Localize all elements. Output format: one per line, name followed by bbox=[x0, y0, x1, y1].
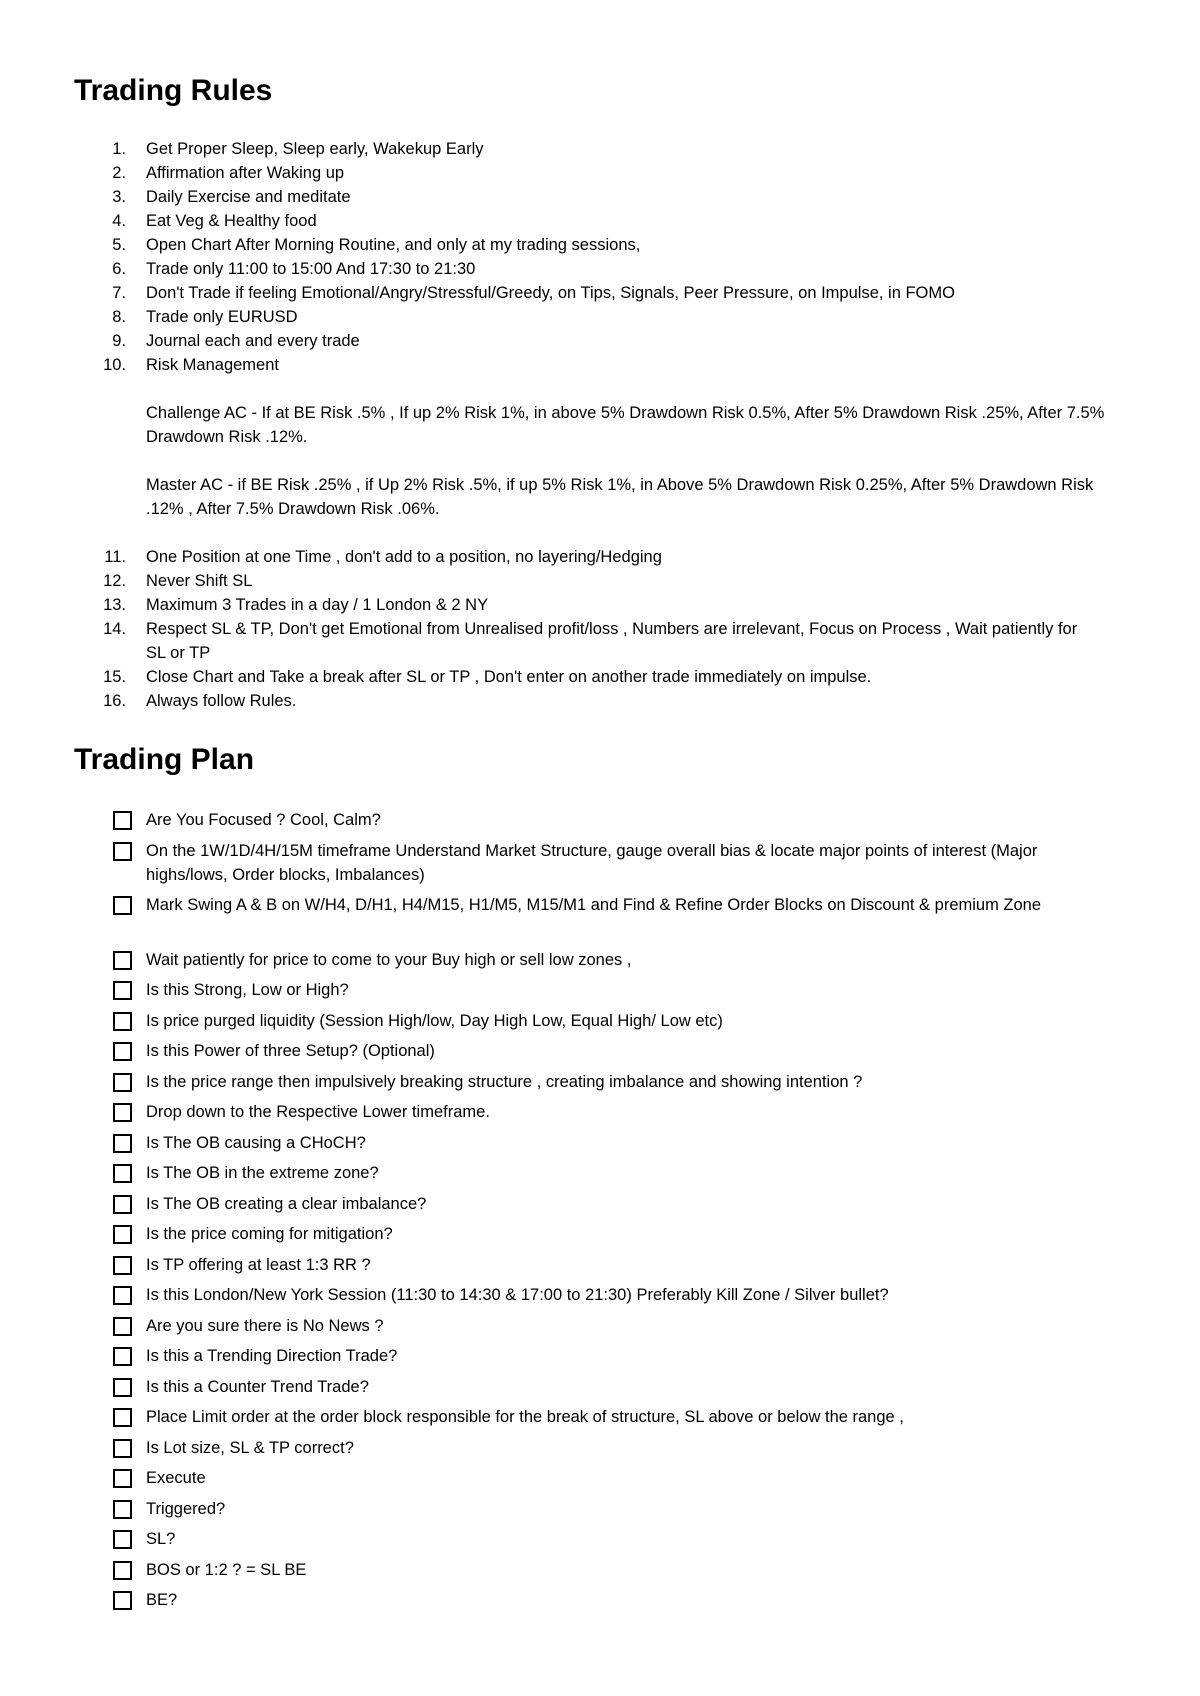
list-item-text: Don't Trade if feeling Emotional/Angry/Stressful/Greedy, on Tips, Signals, Peer Pressure, on Impulse, in FOMO bbox=[146, 284, 955, 302]
list-item bbox=[0, 329, 1200, 353]
list-item bbox=[0, 233, 1200, 257]
checkbox[interactable] bbox=[113, 1317, 132, 1336]
checkbox[interactable] bbox=[113, 1103, 132, 1122]
checklist-item-text: Is TP offering at least 1:3 RR ? bbox=[146, 1255, 371, 1274]
checklist-item-text: Is this a Counter Trend Trade? bbox=[146, 1377, 369, 1396]
list-item-text: Maximum 3 Trades in a day / 1 London & 2 NY bbox=[146, 596, 489, 614]
checklist-item bbox=[0, 1192, 1200, 1223]
checkbox[interactable] bbox=[113, 1439, 132, 1458]
checkbox[interactable] bbox=[113, 1225, 132, 1244]
list-number: 14. bbox=[103, 620, 126, 638]
checklist-item-text: Is The OB creating a clear imbalance? bbox=[146, 1194, 427, 1213]
master-account-risk: Master AC - if BE Risk .25% , if Up 2% Risk .5%, if up 5% Risk 1%, in Above 5% Drawdown Risk 0.25%, After 5% Drawdown Risk .12% , After 7.5% Drawdown Risk .06%. bbox=[146, 476, 1094, 518]
list-item bbox=[0, 137, 1200, 161]
checklist-item bbox=[0, 1100, 1200, 1131]
checklist-item-text: Is this Strong, Low or High? bbox=[146, 981, 349, 999]
checkbox[interactable] bbox=[113, 842, 132, 861]
checklist-item bbox=[0, 1314, 1200, 1345]
list-item-text: Trade only EURUSD bbox=[146, 308, 298, 326]
list-item-text: Never Shift SL bbox=[146, 572, 253, 590]
trading-rules-heading: Trading Rules bbox=[74, 74, 273, 107]
checklist-item bbox=[0, 808, 1200, 839]
challenge-account-risk: Challenge AC - If at BE Risk .5% , If up 2% Risk 1%, in above 5% Drawdown Risk 0.5%, After 5% Drawdown Risk .25%, After 7.5% Drawdown Risk .12%. bbox=[146, 404, 1105, 446]
checkbox[interactable] bbox=[113, 1530, 132, 1549]
checklist-item-text: BOS or 1:2 ? = SL BE bbox=[146, 1560, 307, 1579]
checkbox[interactable] bbox=[113, 1256, 132, 1275]
trading-plan-checklist bbox=[0, 808, 1200, 1619]
checklist-item-text: Mark Swing A & B on W/H4, D/H1, H4/M15, H1/M5, M15/M1 and Find & Refine Order Blocks on Discount & premium Zone bbox=[146, 896, 1042, 914]
checkbox[interactable] bbox=[113, 951, 132, 970]
checklist-item-text: Triggered? bbox=[146, 1499, 226, 1518]
checklist-item bbox=[0, 1161, 1200, 1192]
list-item-text: Trade only 11:00 to 15:00 And 17:30 to 21:30 bbox=[146, 260, 476, 278]
checklist-item-text: Execute bbox=[146, 1469, 206, 1487]
checklist-item bbox=[0, 839, 1200, 894]
checklist-item bbox=[0, 1222, 1200, 1253]
checklist-item-text: Drop down to the Respective Lower timeframe. bbox=[146, 1103, 490, 1121]
checklist-item bbox=[0, 1344, 1200, 1375]
checklist-item bbox=[0, 1070, 1200, 1101]
list-item-text: Close Chart and Take a break after SL or TP , Don't enter on another trade immediately on impulse. bbox=[146, 668, 872, 686]
checklist-item bbox=[0, 1466, 1200, 1497]
list-number: 12. bbox=[103, 572, 126, 590]
checkbox[interactable] bbox=[113, 1134, 132, 1153]
checklist-item bbox=[0, 893, 1200, 948]
list-item bbox=[0, 569, 1200, 593]
checklist-item bbox=[0, 978, 1200, 1009]
checklist-item-text: Is The OB causing a CHoCH? bbox=[146, 1133, 366, 1152]
checklist-item bbox=[0, 948, 1200, 979]
checklist-item bbox=[0, 1497, 1200, 1528]
list-number: 13. bbox=[103, 596, 126, 614]
list-number: 5. bbox=[112, 236, 126, 254]
list-number: 6. bbox=[112, 260, 126, 278]
checklist-item bbox=[0, 1253, 1200, 1284]
checklist-item-text: Is this a Trending Direction Trade? bbox=[146, 1347, 398, 1365]
list-item bbox=[0, 545, 1200, 569]
checklist-item-text: On the 1W/1D/4H/15M timeframe Understand Market Structure, gauge overall bias & locate major points of interest (Major highs/lows, Order blocks, Imbalances) bbox=[146, 841, 1038, 884]
checklist-item-text: Wait patiently for price to come to your Buy high or sell low zones , bbox=[146, 950, 632, 969]
checklist-item-text: Is the price coming for mitigation? bbox=[146, 1225, 393, 1243]
checklist-item bbox=[0, 1131, 1200, 1162]
list-item bbox=[0, 689, 1200, 713]
list-number: 8. bbox=[112, 308, 126, 326]
checkbox[interactable] bbox=[113, 1012, 132, 1031]
checkbox[interactable] bbox=[113, 1408, 132, 1427]
checklist-item-text: Is the price range then impulsively breaking structure , creating imbalance and showing intention ? bbox=[146, 1072, 863, 1091]
list-item bbox=[0, 593, 1200, 617]
list-item-text: Affirmation after Waking up bbox=[146, 164, 345, 182]
checklist-item bbox=[0, 1436, 1200, 1467]
checkbox[interactable] bbox=[113, 1073, 132, 1092]
list-number: 11. bbox=[104, 548, 126, 566]
checkbox[interactable] bbox=[113, 1591, 132, 1610]
list-number: 9. bbox=[112, 332, 126, 350]
checklist-item-text: BE? bbox=[146, 1591, 178, 1609]
list-item-text: Respect SL & TP, Don't get Emotional from Unrealised profit/loss , Numbers are irrelevant, Focus on Process , Wait patiently for SL or TP bbox=[146, 620, 1078, 662]
checklist-item bbox=[0, 1558, 1200, 1589]
checklist-item-text: Are you sure there is No News ? bbox=[146, 1316, 384, 1335]
checklist-item bbox=[0, 1588, 1200, 1619]
checkbox[interactable] bbox=[113, 811, 132, 830]
list-item bbox=[0, 257, 1200, 281]
checkbox[interactable] bbox=[113, 896, 132, 915]
checkbox[interactable] bbox=[113, 1042, 132, 1061]
checkbox[interactable] bbox=[113, 1347, 132, 1366]
checklist-item bbox=[0, 1283, 1200, 1314]
list-number: 1. bbox=[112, 140, 126, 158]
list-item bbox=[0, 617, 1200, 665]
checkbox[interactable] bbox=[113, 1469, 132, 1488]
list-item-text: Eat Veg & Healthy food bbox=[146, 212, 317, 230]
list-item bbox=[0, 305, 1200, 329]
list-number: 15. bbox=[103, 668, 126, 686]
checklist-item-text: Is The OB in the extreme zone? bbox=[146, 1164, 379, 1182]
list-item-text: One Position at one Time , don't add to a position, no layering/Hedging bbox=[146, 548, 662, 566]
checkbox[interactable] bbox=[113, 1164, 132, 1183]
list-item bbox=[0, 161, 1200, 185]
list-number: 7. bbox=[112, 284, 126, 302]
list-item bbox=[0, 185, 1200, 209]
list-number: 10. bbox=[103, 356, 126, 374]
checkbox[interactable] bbox=[113, 1286, 132, 1305]
trading-rules-list bbox=[0, 137, 1200, 713]
list-item-text: Open Chart After Morning Routine, and only at my trading sessions, bbox=[146, 236, 641, 254]
list-item bbox=[0, 665, 1200, 689]
list-number: 3. bbox=[112, 188, 126, 206]
checkbox[interactable] bbox=[113, 981, 132, 1000]
checklist-item bbox=[0, 1039, 1200, 1070]
list-item bbox=[0, 281, 1200, 305]
checklist-item bbox=[0, 1527, 1200, 1558]
checkbox[interactable] bbox=[113, 1195, 132, 1214]
checkbox[interactable] bbox=[113, 1561, 132, 1580]
list-item bbox=[0, 353, 1200, 377]
checklist-item-text: Is this Power of three Setup? (Optional) bbox=[146, 1042, 435, 1060]
checklist-item-text: Place Limit order at the order block responsible for the break of structure, SL above or below the range , bbox=[146, 1408, 904, 1426]
checkbox[interactable] bbox=[113, 1378, 132, 1397]
checklist-item-text: Is Lot size, SL & TP correct? bbox=[146, 1438, 354, 1457]
checklist-item-text: SL? bbox=[146, 1530, 176, 1548]
checklist-item bbox=[0, 1009, 1200, 1040]
checklist-item-text: Is this London/New York Session (11:30 to 14:30 & 17:00 to 21:30) Preferably Kill Zone / Silver bullet? bbox=[146, 1286, 889, 1304]
trading-plan-heading: Trading Plan bbox=[74, 743, 255, 776]
list-number: 16. bbox=[103, 692, 126, 710]
risk-management-details bbox=[146, 401, 1126, 521]
list-item-text: Daily Exercise and meditate bbox=[146, 188, 351, 206]
list-number: 4. bbox=[112, 212, 126, 230]
list-item-text: Always follow Rules. bbox=[146, 692, 297, 710]
checkbox[interactable] bbox=[113, 1500, 132, 1519]
list-item-text: Get Proper Sleep, Sleep early, Wakekup Early bbox=[146, 140, 484, 158]
checklist-item bbox=[0, 1375, 1200, 1406]
checklist-item-text: Is price purged liquidity (Session High/low, Day High Low, Equal High/ Low etc) bbox=[146, 1011, 723, 1030]
list-item-text: Risk Management bbox=[146, 356, 279, 374]
list-item bbox=[0, 209, 1200, 233]
list-item-text: Journal each and every trade bbox=[146, 332, 360, 350]
checklist-item bbox=[0, 1405, 1200, 1436]
checklist-item-text: Are You Focused ? Cool, Calm? bbox=[146, 811, 381, 829]
list-number: 2. bbox=[112, 164, 126, 182]
